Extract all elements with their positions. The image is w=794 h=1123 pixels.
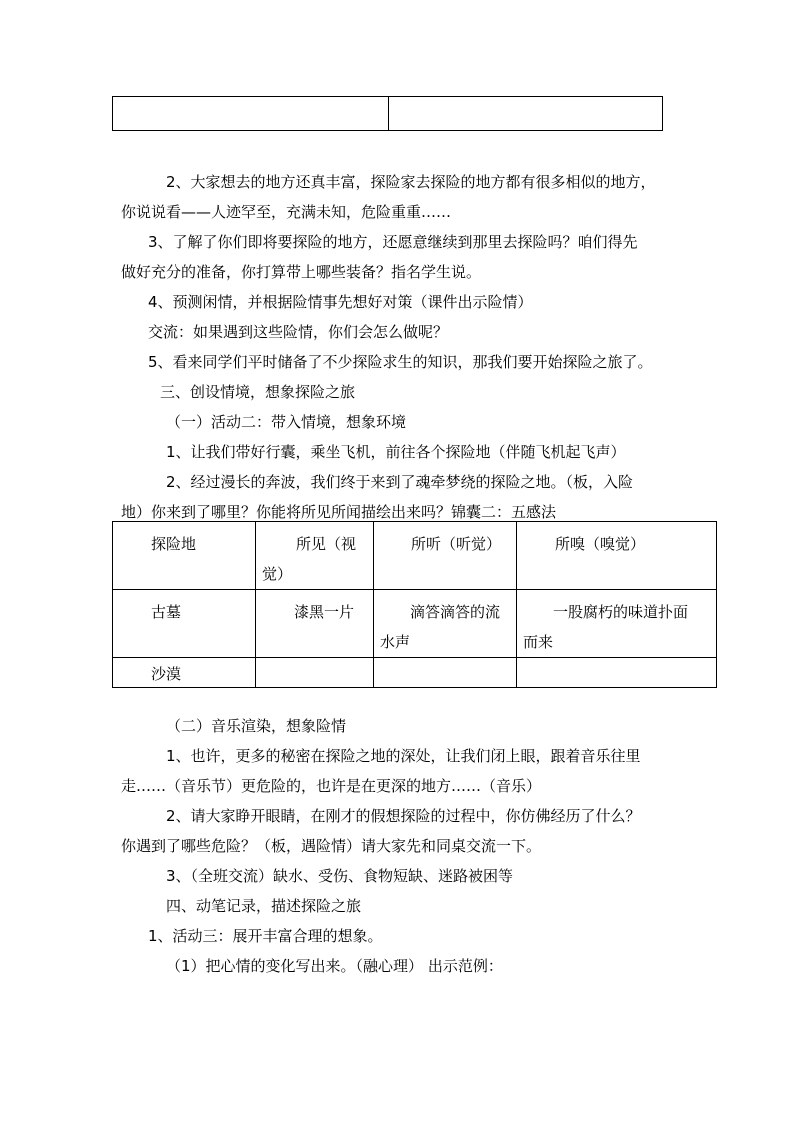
cell-place-desert: 沙漠	[113, 658, 256, 688]
paragraph-exchange: 交流：如果遇到这些险情，你们会怎么做呢？	[148, 323, 449, 341]
paragraph-3b: 做好充分的准备，你打算带上哪些装备？指名学生说。	[121, 263, 482, 281]
header-sight: 所见（视 觉）	[256, 522, 374, 590]
header-place: 探险地	[113, 522, 256, 590]
music-step-2a: 2、请大家睁开眼睛，在刚才的假想探险的过程中，你仿佛经历了什么？	[166, 807, 641, 825]
section-heading-3: 三、创设情境，想象探险之旅	[160, 383, 356, 401]
activity-3: 1、活动三：展开丰富合理的想象。	[148, 927, 383, 945]
paragraph-4: 4、预测闲情，并根据险情事先想好对策（课件出示险情）	[148, 293, 533, 311]
paragraph-2a: 2、大家想去的地方还真丰富，探险家去探险的地方都有很多相似的地方，	[166, 173, 656, 191]
section-heading-4: 四、动笔记录，描述探险之旅	[166, 897, 362, 915]
senses-table	[112, 521, 717, 688]
activity-3-item-1: （1）把心情的变化写出来。（融心理） 出示范例：	[166, 957, 503, 975]
cell-smell-tomb: 一股腐朽的味道扑面 而来	[517, 590, 717, 658]
step-1: 1、让我们带好行囊，乘坐飞机，前往各个探险地（伴随飞机起飞声）	[166, 443, 626, 461]
paragraph-3a: 3、了解了你们即将要探险的地方，还愿意继续到那里去探险吗？咱们得先	[148, 233, 638, 251]
subsection-heading-1: （一）活动二：带入情境，想象环境	[166, 413, 407, 431]
header-smell: 所嗅（嗅觉）	[517, 522, 717, 590]
top-table	[112, 96, 663, 131]
cell-place-tomb: 古墓	[113, 590, 256, 658]
table-row	[113, 590, 717, 658]
paragraph-5: 5、看来同学们平时储备了不少探险求生的知识，那我们要开始探险之旅了。	[148, 353, 653, 371]
cell-smell-desert	[517, 658, 717, 688]
cell-hearing-tomb: 滴答滴答的流 水声	[374, 590, 517, 658]
music-step-1a: 1、也许，更多的秘密在探险之地的深处，让我们闭上眼，跟着音乐往里	[166, 747, 641, 765]
cell-hearing-desert	[374, 658, 517, 688]
music-step-2b: 你遇到了哪些危险？（板，遇险情）请大家先和同桌交流一下。	[121, 837, 542, 855]
table-row	[113, 658, 717, 688]
step-2a: 2、经过漫长的奔波，我们终于来到了魂牵梦绕的探险之地。（板，入险	[166, 473, 634, 491]
subsection-heading-2: （二）音乐渲染，想象险情	[166, 717, 347, 735]
table-row	[113, 522, 717, 590]
step-2b: 地）你来到了哪里？你能将所见所闻描绘出来吗？锦囊二：五感法	[121, 503, 557, 521]
header-hearing: 所听（听觉）	[374, 522, 517, 590]
cell-sight-desert	[256, 658, 374, 688]
music-step-3: 3、（全班交流）缺水、受伤、食物短缺、迷路被困等	[166, 867, 514, 885]
cell-sight-tomb: 漆黑一片	[256, 590, 374, 658]
paragraph-2b: 你说说看——人迹罕至，充满未知，危险重重……	[121, 203, 452, 221]
top-table-cell-right	[389, 97, 663, 131]
top-table-cell-left	[113, 97, 389, 131]
music-step-1b: 走……（音乐节）更危险的，也许是在更深的地方……（音乐）	[121, 777, 542, 795]
